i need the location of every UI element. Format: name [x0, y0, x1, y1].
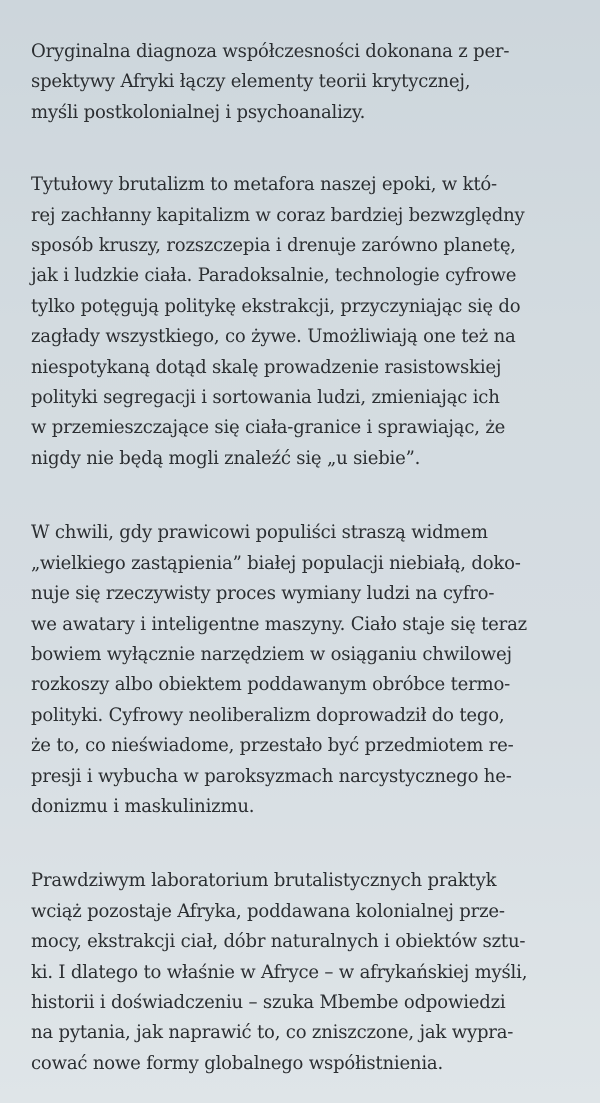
text-line: nuje się rzeczywisty proces wymiany ludzi na cyfro- — [31, 582, 495, 605]
text-line: myśli postkolonialnej i psychoanalizy. — [31, 100, 366, 123]
text-line: Prawdziwym laboratorium brutalistycznych praktyk — [31, 869, 497, 892]
text-line: jak i ludzkie ciała. Paradoksalnie, technologie cyfrowe — [31, 264, 517, 287]
text-line: wciąż pozostaje Afryka, poddawana kolonialnej prze- — [31, 899, 505, 922]
text-line: nigdy nie będą mogli znaleźć się „u siebie”. — [31, 446, 421, 469]
text-line: spektywy Afryki łączy elementy teorii krytycznej, — [31, 70, 471, 93]
text-line: donizmu i maskulinizmu. — [31, 794, 255, 817]
text-line: zagłady wszystkiego, co żywe. Umożliwiają one też na — [31, 325, 516, 348]
text-line: rozkoszy albo obiektem poddawanym obróbce termo- — [31, 673, 511, 696]
text-line: polityki. Cyfrowy neoliberalizm doprowadził do tego, — [31, 703, 505, 726]
text-line: tylko potęgują politykę ekstrakcji, przyczyniając się do — [31, 294, 521, 317]
text-line: ki. I dlatego to właśnie w Afryce – w afrykańskiej myśli, — [31, 960, 528, 983]
text-line: że to, co nieświadome, przestało być przedmiotem re- — [31, 734, 514, 757]
paragraph-3 — [31, 517, 600, 821]
text-line: sposób kruszy, rozszczepia i drenuje zarówno planetę, — [31, 234, 516, 257]
text-line: niespotykaną dotąd skalę prowadzenie rasistowskiej — [31, 355, 502, 378]
text-line: polityki segregacji i sortowania ludzi, zmieniając ich — [31, 386, 500, 409]
text-line: „wielkiego zastąpienia” białej populacji niebiałą, doko- — [31, 551, 521, 574]
text-line: Tytułowy brutalizm to metafora naszej epoki, w któ- — [31, 173, 497, 196]
paragraph-4 — [31, 865, 600, 1078]
text-line: W chwili, gdy prawicowi populiści straszą widmem — [31, 521, 488, 544]
text-line: rej zachłanny kapitalizm w coraz bardziej bezwzględny — [31, 203, 525, 226]
text-line: cować nowe formy globalnego współistnienia. — [31, 1051, 444, 1074]
text-line: we awatary i inteligentne maszyny. Ciało staje się teraz — [31, 612, 527, 635]
text-line: w przemieszczające się ciała-granice i sprawiając, że — [31, 416, 506, 439]
paragraph-2 — [31, 169, 600, 473]
paragraph-1 — [31, 36, 600, 127]
text-line: na pytania, jak naprawić to, co zniszczone, jak wypra- — [31, 1021, 514, 1044]
text-line: Oryginalna diagnoza współczesności dokonana z per- — [31, 40, 510, 62]
text-line: presji i wybucha w paroksyzmach narcystycznego he- — [31, 764, 512, 787]
text-line: historii i doświadczeniu – szuka Mbembe odpowiedzi — [31, 990, 506, 1013]
text-line: mocy, ekstrakcji ciał, dóbr naturalnych i obiektów sztu- — [31, 930, 526, 953]
text-line: bowiem wyłącznie narzędziem w osiąganiu chwilowej — [31, 642, 512, 665]
